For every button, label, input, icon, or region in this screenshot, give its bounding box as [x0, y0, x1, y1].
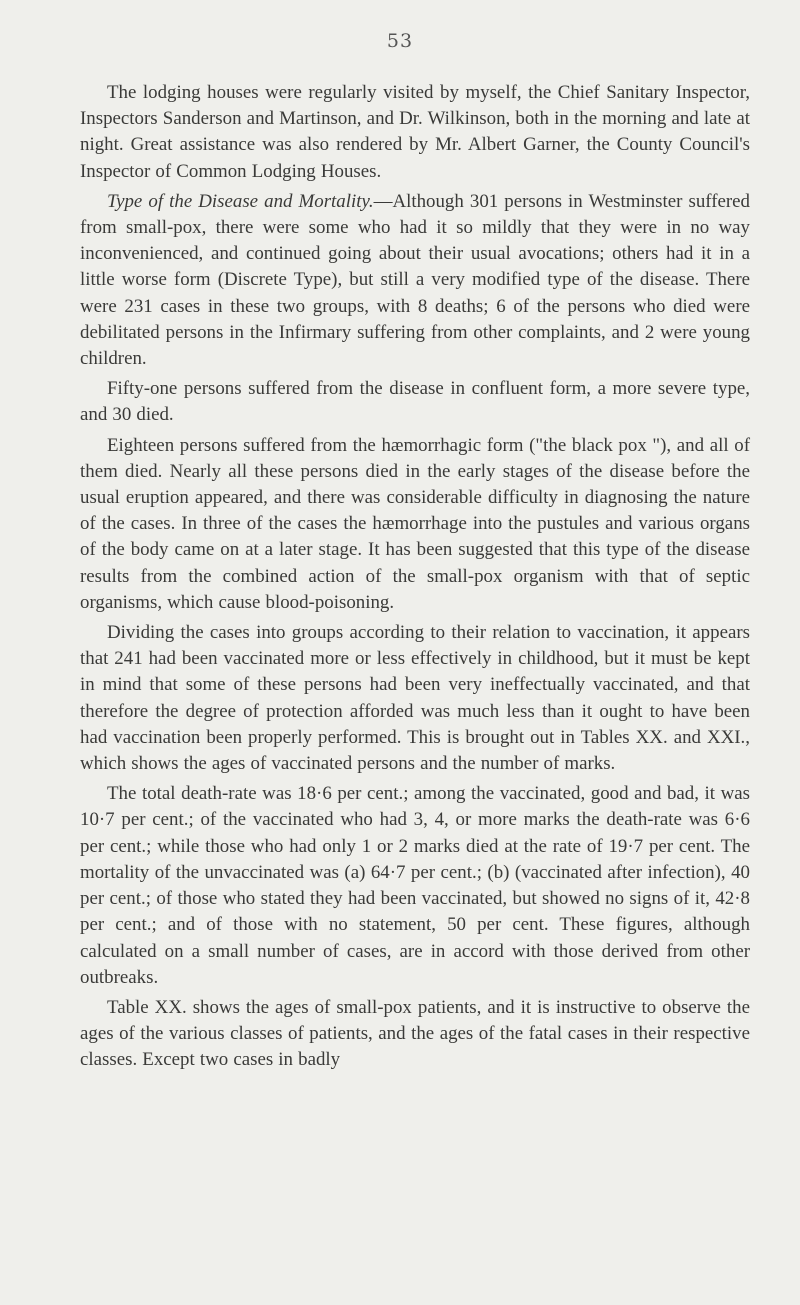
paragraph-text: The lodging houses were regularly visited by myself, the Chief Sanitary Inspector, Inspectors Sanderson and Martinson, and Dr. Wilkinson, both in the morning and late at night. Great assistance was also rendered by Mr. Albert Garner, the County Council's Inspector of Common Lodging Houses. [80, 82, 750, 182]
paragraph-text: The total death-rate was 18·6 per cent.; among the vaccinated, good and bad, it was 10·7 per cent.; of the vaccinated who had 3, 4, or more marks the death-rate was 6·6 per cent.; while those who had only 1 or 2 marks died at the rate of 19·7 per cent. The mortality of the unvaccinated was (a) 64·7 per cent.; (b) (vaccinated after infection), 40 per cent.; of those who stated they had been vaccinated, but showed no signs of it, 42·8 per cent.; and of those with no statement, 50 per cent. These figures, although calculated on a small number of cases, are in accord with those derived from other outbreaks. [80, 783, 750, 988]
document-body [80, 80, 750, 1074]
paragraph-text: Dividing the cases into groups according to their relation to vaccination, it appears that 241 had been vaccinated more or less effectively in childhood, but it must be kept in mind that some of these persons had been very ineffectually vaccinated, and that therefore the degree of protection afforded was much less than it ought to have been had vaccination been properly performed. This is brought out in Tables XX. and XXI., which shows the ages of vaccinated persons and the number of marks. [80, 622, 750, 775]
paragraph-haemorrhagic-form [80, 433, 750, 616]
section-heading: Type of the Disease and Mortality. [107, 190, 374, 212]
paragraph-table-xx [80, 995, 750, 1074]
page-number: 53 [386, 30, 414, 52]
paragraph-text: Fifty-one persons suffered from the disease in confluent form, a more severe type, and 30 died. [80, 378, 750, 426]
paragraph-text: —Although 301 persons in Westminster suffered from small-pox, there were some who had it so mildly that they were in no way inconvenienced, and continued going about their usual avocations; others had it in a little worse form (Discrete Type), but still a very modified type of the disease. There were 231 cases in these two groups, with 8 deaths; 6 of the persons who died were debilitated persons in the Infirmary suffering from other complaints, and 2 were young children. [80, 190, 751, 370]
paragraph-text: Table XX. shows the ages of small-pox patients, and it is instructive to observe the ages of the various classes of patients, and the ages of the fatal cases in their respective classes. Except two cases in badly [80, 996, 750, 1071]
paragraph-confluent-form [80, 376, 750, 428]
paragraph-type-of-disease [80, 189, 750, 372]
paragraph-vaccination-groups [80, 620, 750, 777]
paragraph-death-rate [80, 781, 750, 991]
paragraph-text: Eighteen persons suffered from the hæmorrhagic form ("the black pox "), and all of them died. Nearly all these persons died in the early stages of the disease before the usual eruption appeared, and there was considerable difficulty in diagnosing the nature of the cases. In three of the cases the hæmorrhage into the pustules and various organs of the body came on at a later stage. It has been suggested that this type of the disease results from the combined action of the small-pox organism with that of septic organisms, which cause blood-poisoning. [80, 434, 750, 613]
paragraph-lodging-houses [80, 80, 750, 185]
